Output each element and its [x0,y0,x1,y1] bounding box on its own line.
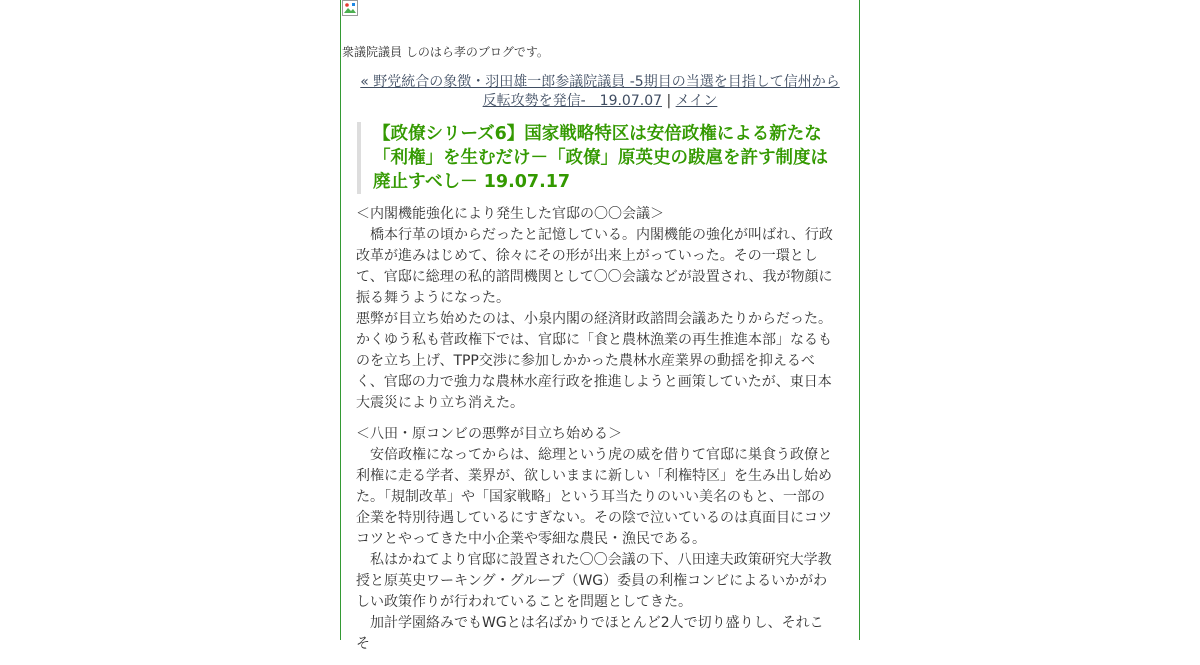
blog-page [340,0,860,652]
section-heading: ＜八田・原コンビの悪弊が目立ち始める＞ [356,426,622,442]
entry-title: 【政僚シリーズ6】国家戦略特区は安倍政権による新たな「利権」を生むだけ－「政僚」原英史の跋扈を許す制度は廃止すべし－ 19.07.17 [357,122,845,194]
entry-paragraph: 悪弊が目立ち始めたのは、小泉内閣の経済財政諮問会議あたりからだった。かくゆう私も菅政権下では、官邸に「食と農林漁業の再生推進本部」なるものを立ち上げ、TPP交渉に参加しかかった農林水産業界の動揺を抑えるべく、官邸の力で強力な農林水産行政を推進しようと画策していたが、東日本大震災により立ち消えた。 [356,311,832,411]
entry-navigation [357,73,843,111]
entry-paragraph: 橋本行革の頃からだったと記憶している。内閣機能の強化が叫ばれ、行政改革が進みはじめて、徐々にその形が出来上がっていった。その一環として、官邸に総理の私的諮問機関として〇〇会議などが設置され、我が物顔に振る舞うようになった。 [356,227,833,306]
blog-tagline: 衆議院議員 しのはら孝のブログです。 [342,45,549,59]
broken-image-icon[interactable] [342,0,358,16]
entry-section [356,204,834,414]
entry-paragraph: 私はかねてより官邸に設置された〇〇会議の下、八田達夫政策研究大学教授と原英史ワーキング・グループ（WG）委員の利権コンビによるいかがわしい政策作りが行われていることを問題としてきた。 [356,552,832,610]
entry-paragraph: 安倍政権になってからは、総理という虎の威を借りて官邸に巣食う政僚と利権に走る学者、業界が、欲しいままに新しい「利権特区」を生み出し始めた。「規制改革」や「国家戦略」という耳当たりのいい美名のもと、一部の企業を特別待遇しているにすぎない。その陰で泣いているのは真面目にコツコツとやってきた中小企業や零細な農民・漁民である。 [356,447,832,547]
entry-paragraph: 加計学園絡みでもWGとは名ばかりでほとんど2人で切り盛りし、それこそ [356,615,824,652]
entry-body [356,204,834,665]
previous-entry-link[interactable]: « 野党統合の象徴・羽田雄一郎参議院議員 -5期目の当選を目指して信州から反転攻勢を発信- 19.07.07 [360,74,840,109]
main-page-link[interactable]: メイン [675,93,718,109]
nav-separator: | [662,93,676,109]
entry-section [356,424,834,655]
section-heading: ＜内閣機能強化により発生した官邸の〇〇会議＞ [356,206,664,222]
